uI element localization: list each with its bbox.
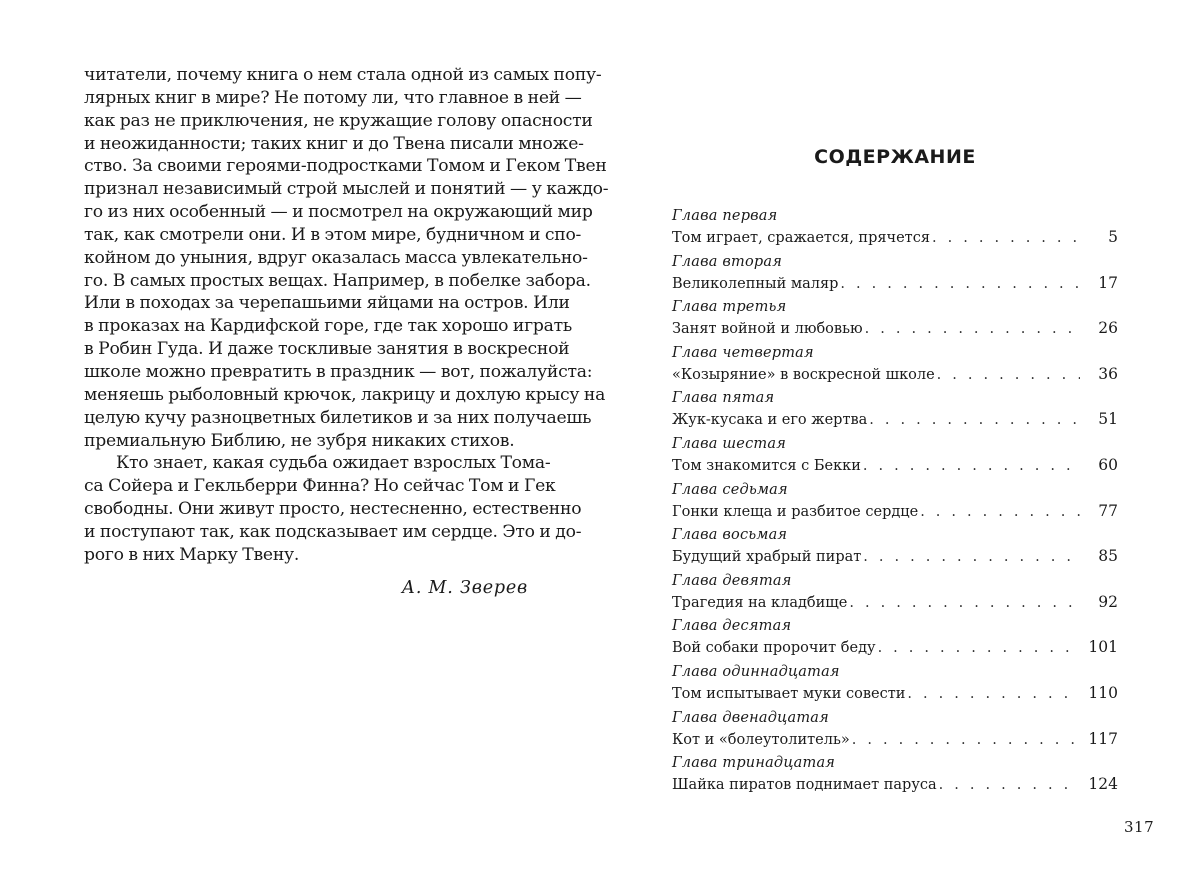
left-page [84,64,609,598]
chapter-label: Глава четвертая [672,344,814,361]
text-line: лярных книг в мире? Не потому ли, что главное в ней — [84,87,582,108]
chapter-row [672,773,1118,795]
chapter-page-number: 17 [1098,273,1118,292]
chapter-label: Глава шестая [672,435,787,452]
chapter-title: Будущий храбрый пират [672,549,862,566]
text-line: целую кучу разноцветных билетиков и за них получаешь [84,407,592,428]
chapter-row [672,682,1118,704]
chapter-label: Глава пятая [672,390,775,407]
chapter-label: Глава одиннадцатая [672,663,840,680]
chapter-label: Глава вторая [672,253,783,270]
chapter-row [672,636,1118,658]
chapter-row [672,363,1118,385]
chapter-title: «Козыряние» в воскресной школе [672,366,935,383]
chapter-page-number: 110 [1088,683,1118,702]
dot-leader [849,592,1080,614]
chapter-row [672,545,1118,567]
text-line: ство. За своими героями-подростками Томом и Геком Твен [84,156,607,177]
chapter-page-number: 51 [1098,410,1118,429]
chapter-title: Занят войной и любовью [672,321,863,338]
text-line: как раз не приключения, не кружащие голову опасности [84,110,593,131]
chapter-page-number: 77 [1098,501,1118,520]
toc-entry [672,616,1118,662]
chapter-row [672,226,1118,248]
text-line: Кто знает, какая судьба ожидает взрослых Тома- [116,453,551,474]
chapter-title: Великолепный маляр [672,275,839,292]
toc-entry [672,252,1118,298]
text-line: и поступают так, как подсказывает им сердце. Это и до- [84,521,582,542]
chapter-page-number: 117 [1088,729,1118,748]
dot-leader [865,318,1080,340]
dot-leader [869,409,1080,431]
chapter-title: Жук-кусака и его жертва [672,412,868,429]
toc-entry [672,708,1118,754]
toc-entry [672,434,1118,480]
chapter-page-number: 5 [1108,228,1118,246]
chapter-page-number: 60 [1098,455,1118,474]
text-line: и неожиданности; таких книг и до Твена писали множе- [84,133,584,154]
chapter-title: Трагедия на кладбище [672,594,848,611]
text-line: рого в них Марку Твену. [84,544,300,565]
chapter-label: Глава двенадцатая [672,709,829,726]
chapter-title: Том испытывает муки совести [672,685,906,702]
toc-entry [672,206,1118,252]
toc-entry [672,297,1118,343]
contents-title: СОДЕРЖАНИЕ [814,146,976,168]
dot-leader [907,683,1080,705]
text-line: школе можно превратить в праздник — вот, пожалуйста: [84,361,593,382]
text-line: свободны. Они живут просто, нестесненно, естественно [84,499,582,520]
text-line: са Сойера и Гекльберри Финна? Но сейчас Том и Гек [84,476,556,497]
chapter-label: Глава восьмая [672,527,788,544]
afterword-paragraph-1 [84,64,609,452]
author-signature: А. М. Зверев [401,577,528,598]
chapter-page-number: 85 [1098,547,1118,566]
toc-entry [672,343,1118,389]
chapter-page-number: 124 [1088,775,1118,794]
text-line: го из них особенный — и посмотрел на окружающий мир [84,202,593,223]
chapter-label: Глава третья [672,299,787,316]
dot-leader [939,774,1080,796]
table-of-contents [672,206,1118,799]
toc-entry [672,388,1118,434]
chapter-page-number: 92 [1098,592,1118,611]
toc-entry [672,571,1118,617]
dot-leader [920,501,1080,523]
chapter-title: Том знакомится с Бекки [672,457,861,474]
dot-leader [863,546,1080,568]
text-line: премиальную Библию, не зубря никаких стихов. [84,430,515,451]
chapter-title: Гонки клеща и разбитое сердце [672,503,919,520]
chapter-page-number: 26 [1098,319,1118,338]
text-line: в проказах на Кардифской горе, где так хорошо играть [84,316,572,337]
chapter-label: Глава тринадцатая [672,755,836,772]
afterword-paragraph-2 [84,452,582,566]
chapter-row [672,317,1118,339]
dot-leader [863,455,1080,477]
text-line: меняешь рыболовный крючок, лакрицу и дохлую крысу на [84,384,606,405]
chapter-row [672,408,1118,430]
chapter-row [672,591,1118,613]
chapter-label: Глава первая [672,208,778,224]
chapter-title: Кот и «болеутолитель» [672,731,850,748]
page-number: 317 [1124,818,1155,836]
chapter-label: Глава седьмая [672,481,788,498]
chapter-label: Глава десятая [672,618,792,635]
toc-entry [672,753,1118,799]
chapter-row [672,454,1118,476]
dot-leader [932,227,1080,249]
text-line: койном до уныния, вдруг оказалась масса увлекательно- [84,247,588,268]
text-line: Или в походах за черепашьими яйцами на остров. Или [84,293,570,314]
chapter-row [672,272,1118,294]
text-line: читатели, почему книга о нем стала одной из самых попу- [84,65,602,85]
text-line: так, как смотрели они. И в этом мире, будничном и спо- [84,224,582,245]
chapter-page-number: 101 [1088,638,1118,657]
text-line: признал независимый строй мыслей и понятий — у каждо- [84,179,609,200]
chapter-title: Вой собаки пророчит беду [672,640,876,657]
dot-leader [878,637,1080,659]
chapter-page-number: 36 [1098,364,1118,383]
toc-entry [672,525,1118,571]
chapter-row [672,728,1118,750]
right-page [672,140,1118,794]
toc-entry [672,480,1118,526]
dot-leader [852,729,1080,751]
toc-entry [672,662,1118,708]
text-line: го. В самых простых вещах. Например, в побелке забора. [84,270,591,291]
chapter-label: Глава девятая [672,572,792,589]
chapter-row [672,500,1118,522]
text-line: в Робин Гуда. И даже тоскливые занятия в воскресной [84,339,570,360]
dot-leader [840,273,1080,295]
chapter-title: Шайка пиратов поднимает паруса [672,777,937,794]
chapter-title: Том играет, сражается, прячется [672,230,930,246]
dot-leader [937,364,1080,386]
